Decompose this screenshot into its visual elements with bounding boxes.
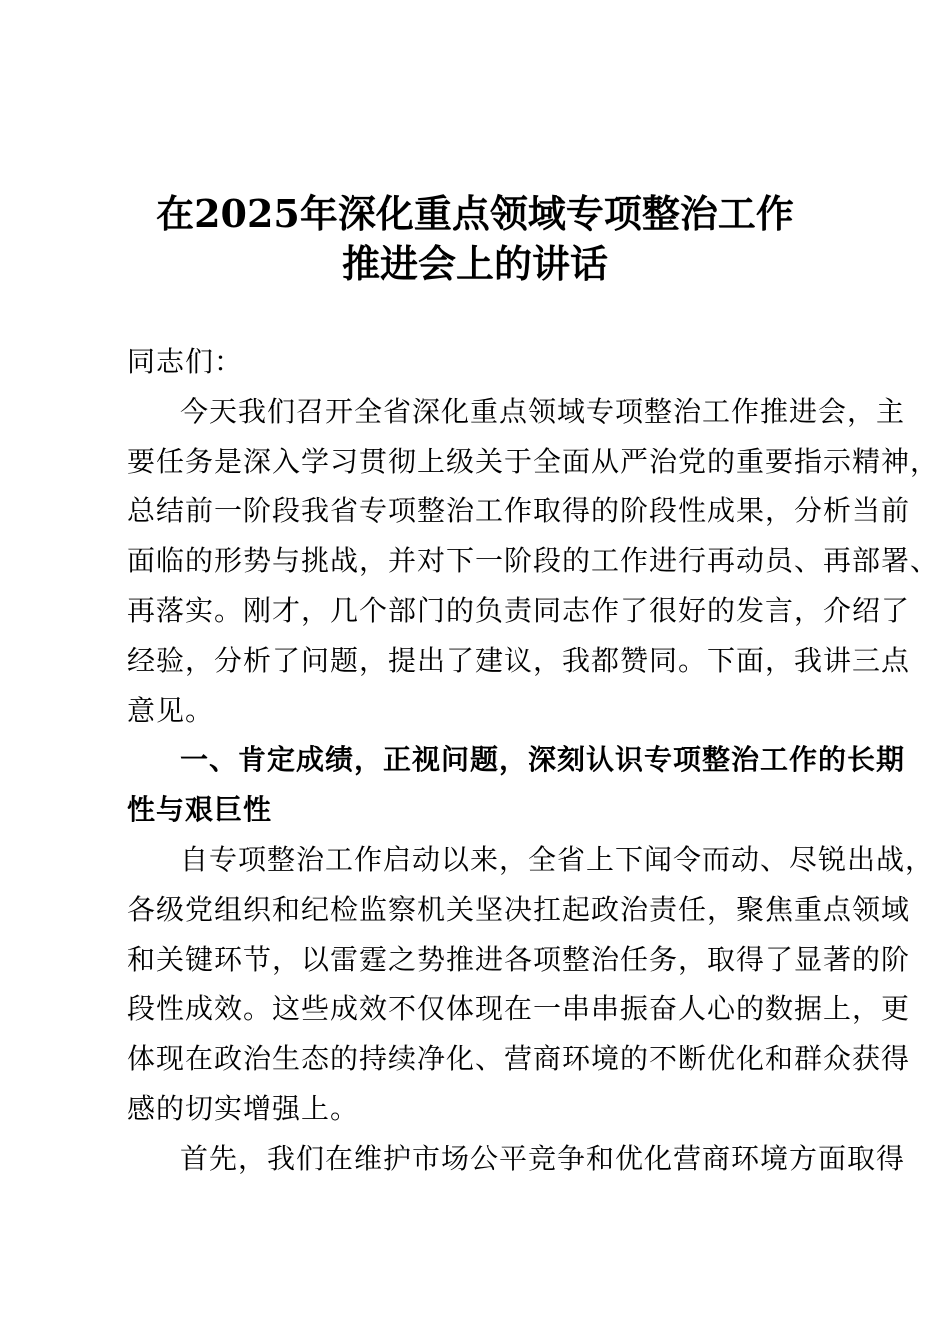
paragraph-line: 体现在政治生态的持续净化、营商环境的不断优化和群众获得 xyxy=(127,1042,911,1076)
paragraph-first xyxy=(127,1134,906,1184)
paragraph-line: 段性成效。这些成效不仅体现在一串串振奋人心的数据上，更 xyxy=(127,992,911,1026)
paragraph-achievements xyxy=(127,835,935,1134)
paragraph-line: 面临的形势与挑战，并对下一阶段的工作进行再动员、再部署、 xyxy=(127,544,940,578)
paragraph-line: 感的切实增强上。 xyxy=(127,1091,360,1125)
paragraph-line: 经验，分析了问题，提出了建议，我都赞同。下面，我讲三点 xyxy=(127,643,911,677)
paragraph-line: 自专项整治工作启动以来，全省上下闻令而动、尽锐出战， xyxy=(180,842,935,876)
document-body xyxy=(127,337,940,1184)
heading-line: 性与艰巨性 xyxy=(127,793,273,827)
paragraph-line: 各级党组织和纪检监察机关坚决扛起政治责任，聚焦重点领域 xyxy=(127,892,911,926)
paragraph-line: 今天我们召开全省深化重点领域专项整治工作推进会，主 xyxy=(180,394,906,428)
salutation: 同志们： xyxy=(127,345,244,378)
section-heading-1 xyxy=(127,735,906,835)
paragraph-line: 和关键环节，以雷霆之势推进各项整治任务，取得了显著的阶 xyxy=(127,942,911,976)
paragraph-line: 意见。 xyxy=(127,693,215,727)
document-title-line-1: 在2025年深化重点领域专项整治工作 xyxy=(156,191,794,236)
paragraph-line: 要任务是深入学习贯彻上级关于全面从严治党的重要指示精神， xyxy=(127,444,940,478)
paragraph-line: 再落实。刚才，几个部门的负责同志作了很好的发言，介绍了 xyxy=(127,593,911,627)
paragraph-intro xyxy=(127,387,940,736)
paragraph-line: 首先，我们在维护市场公平竞争和优化营商环境方面取得 xyxy=(180,1141,906,1175)
paragraph-line: 总结前一阶段我省专项整治工作取得的阶段性成果，分析当前 xyxy=(127,494,911,528)
heading-line: 一、肯定成绩，正视问题，深刻认识专项整治工作的长期 xyxy=(180,743,906,777)
document-title-line-2: 推进会上的讲话 xyxy=(341,241,608,286)
